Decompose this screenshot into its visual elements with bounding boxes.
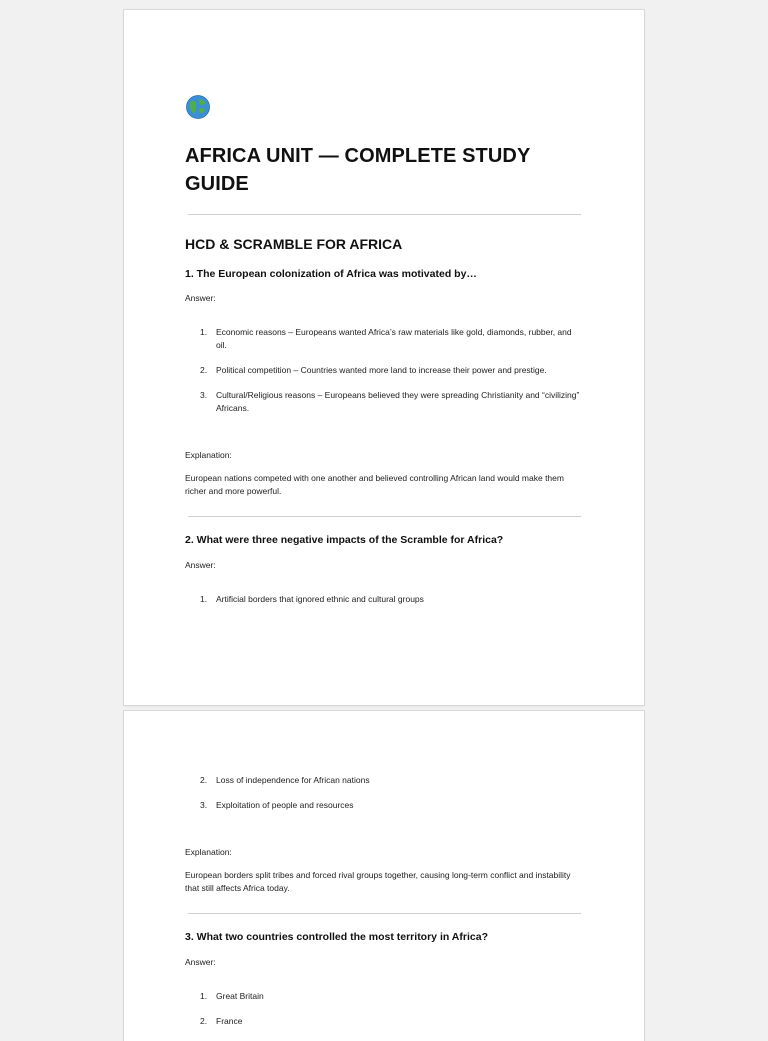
question-2: 2. What were three negative impacts of the Scramble for Africa?: [185, 534, 504, 546]
document-title: AFRICA UNIT — COMPLETE STUDY GUIDE: [185, 145, 531, 195]
list-item: [200, 326, 580, 352]
list-item-number: 1.: [200, 327, 208, 337]
list-item: [200, 389, 580, 415]
list-item: [200, 990, 580, 1003]
document-page-2: [124, 711, 644, 1041]
question-1: 1. The European colonization of Africa was motivated by…: [185, 268, 477, 280]
answer-label: Answer:: [185, 560, 216, 570]
list-item: [200, 1015, 580, 1028]
answer-label: Answer:: [185, 293, 216, 303]
list-item: [200, 774, 580, 787]
question-3: 3. What two countries controlled the most territory in Africa?: [185, 931, 488, 943]
list-item-number: 2.: [200, 365, 208, 375]
list-item: [200, 593, 580, 606]
horizontal-rule: [188, 913, 581, 914]
list-item-text: France: [216, 1016, 243, 1026]
list-item-number: 3.: [200, 390, 208, 400]
list-item-text: Loss of independence for African nations: [216, 775, 370, 785]
answer-label: Answer:: [185, 957, 216, 967]
list-item: [200, 364, 580, 377]
list-item-text: Exploitation of people and resources: [216, 800, 354, 810]
list-item-text: Economic reasons – Europeans wanted Africa’s raw materials like gold, diamonds, rubber, and oil.: [216, 327, 572, 350]
list-item-text: Artificial borders that ignored ethnic and cultural groups: [216, 594, 424, 604]
list-item-number: 2.: [200, 775, 208, 785]
list-item-text: Cultural/Religious reasons – Europeans believed they were spreading Christianity and “civilizing” Africans.: [216, 390, 580, 413]
document-page-1: [124, 10, 644, 705]
explanation-text: European nations competed with one another and believed controlling African land would make them richer and more powerful.: [185, 473, 564, 496]
horizontal-rule: [188, 516, 581, 517]
list-item-text: Great Britain: [216, 991, 264, 1001]
list-item-number: 2.: [200, 1016, 208, 1026]
explanation-text: European borders split tribes and forced rival groups together, causing long-term conflict and instability that still affects Africa today.: [185, 870, 571, 893]
horizontal-rule: [188, 214, 581, 215]
globe-icon: [185, 94, 211, 120]
explanation-label: Explanation:: [185, 450, 232, 460]
list-item-number: 3.: [200, 800, 208, 810]
list-item-number: 1.: [200, 594, 208, 604]
list-item-text: Political competition – Countries wanted more land to increase their power and prestige.: [216, 365, 547, 375]
explanation-label: Explanation:: [185, 847, 232, 857]
section-heading: HCD & SCRAMBLE FOR AFRICA: [185, 236, 403, 252]
list-item: [200, 799, 580, 812]
list-item-number: 1.: [200, 991, 208, 1001]
